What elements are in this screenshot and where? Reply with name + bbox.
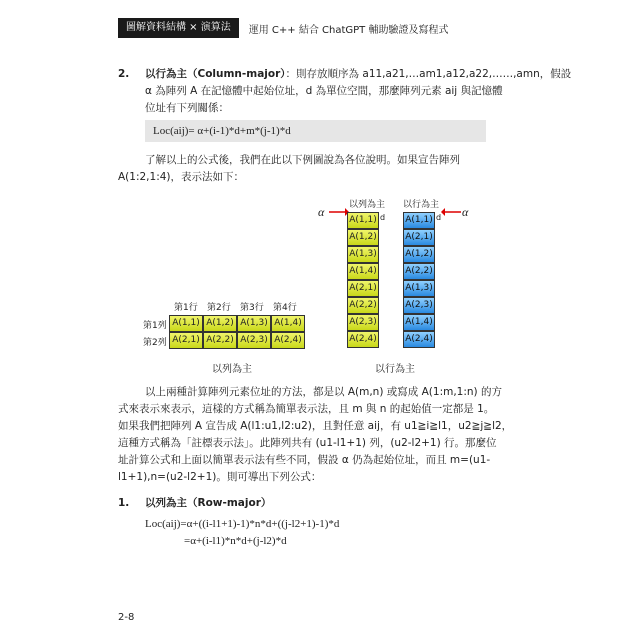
- paragraph-line: 了解以上的公式後，我們在此以下例圖說為各位說明。如果宣告陣列: [145, 154, 460, 166]
- array-cell: A(2,3): [403, 297, 435, 314]
- arrow-left-icon: [440, 205, 462, 219]
- grid-cell: A(1,2): [203, 315, 237, 332]
- grid-cell: A(2,2): [203, 332, 237, 349]
- array-cell: A(2,4): [403, 331, 435, 348]
- grid-cell: A(2,3): [237, 332, 271, 349]
- grid-cell: A(2,1): [169, 332, 203, 349]
- grid-caption: 以列為主: [212, 364, 252, 375]
- array-cell: A(2,2): [347, 297, 379, 314]
- section-heading: 以行為主（Column-major）: [145, 68, 286, 80]
- array-cell: A(2,4): [347, 331, 379, 348]
- column-label: 以列為主: [349, 200, 386, 210]
- array-cell: A(1,1): [403, 212, 435, 229]
- array-cell: A(1,4): [403, 314, 435, 331]
- grid-column-header: 第2行: [207, 303, 231, 313]
- d-label: d: [436, 213, 442, 222]
- grid-row-header: 第2列: [143, 338, 167, 348]
- paragraph-line: 這種方式稱為「註標表示法」。此陣列共有 (u1-l1+1) 列，(u2-l2+1) 行。那麼位: [118, 437, 497, 449]
- section-heading-line: [145, 66, 571, 83]
- formula-line: =α+(i-l1)*n*d+(j-l2)*d: [184, 535, 287, 547]
- array-cell: A(1,1): [347, 212, 379, 229]
- header-title: 運用 C++ 結合 ChatGPT 輔助驗證及寫程式: [248, 24, 449, 36]
- paragraph-line: l1+1),n=(u2-l2+1)。則可導出下列公式：: [118, 471, 322, 483]
- paragraph-line: α 為陣列 A 在記憶體中起始位址，d 為單位空間，那麼陣列元素 aij 與記憶體: [145, 85, 503, 97]
- array-cell: A(1,2): [347, 229, 379, 246]
- grid-column-header: 第3行: [240, 303, 264, 313]
- grid-cell: A(2,4): [271, 332, 305, 349]
- column-label: 以行為主: [403, 200, 440, 210]
- paragraph-line: 址計算公式和上面以簡單表示法有些不同，假設 α 仍為起始位址，而且 m=(u1-: [118, 454, 491, 466]
- paragraph-line: 位址有下列關係：: [145, 102, 229, 114]
- array-cell: A(1,3): [347, 246, 379, 263]
- section-text: ：則存放順序為 a11,a21,…am1,a12,a22,……,amn，假設: [285, 68, 572, 80]
- paragraph-line: A(1:2,1:4)，表示法如下：: [118, 171, 245, 183]
- paragraph-line: 如果我們把陣列 A 宣告成 A(l1:u1,l2:u2)，且對任意 aij，有 u1≧i≧l1，u2≧j≧l2，: [118, 420, 513, 432]
- book-tag: 圖解資料結構 × 演算法: [118, 18, 239, 38]
- grid-column-header: 第4行: [273, 303, 297, 313]
- array-cell: A(1,2): [403, 246, 435, 263]
- array-cell: A(2,1): [403, 229, 435, 246]
- alpha-label: α: [462, 205, 469, 219]
- right-caption: 以行為主: [375, 364, 415, 375]
- alpha-label: α: [318, 205, 325, 219]
- page-number: 2-8: [118, 612, 135, 623]
- grid-cell: A(1,1): [169, 315, 203, 332]
- paragraph-line: 式來表示來表示，這樣的方式稱為簡單表示法，且 m 與 n 的起始值一定都是 1。: [118, 403, 495, 415]
- array-cell: A(2,2): [403, 263, 435, 280]
- array-cell: A(2,3): [347, 314, 379, 331]
- grid-row-header: 第1列: [143, 321, 167, 331]
- array-cell: A(1,4): [347, 263, 379, 280]
- section-number: 1.: [118, 497, 130, 509]
- grid-cell: A(1,4): [271, 315, 305, 332]
- array-cell: A(1,3): [403, 280, 435, 297]
- paragraph-line: 以上兩種計算陣列元素位址的方法，都是以 A(m,n) 或寫成 A(1:m,1:n) 的方: [145, 386, 502, 398]
- grid-cell: A(1,3): [237, 315, 271, 332]
- d-label: d: [380, 213, 386, 222]
- section-heading: 以列為主（Row-major）: [145, 497, 272, 509]
- array-cell: A(2,1): [347, 280, 379, 297]
- section-number: 2.: [118, 68, 130, 80]
- formula-line: Loc(aij)=α+((i-l1+1)-1)*n*d+((j-l2+1)-1)*d: [145, 518, 340, 530]
- grid-column-header: 第1行: [174, 303, 198, 313]
- formula-box: Loc(aij)= α+(i-1)*d+m*(j-1)*d: [145, 120, 486, 142]
- running-header: [118, 18, 448, 38]
